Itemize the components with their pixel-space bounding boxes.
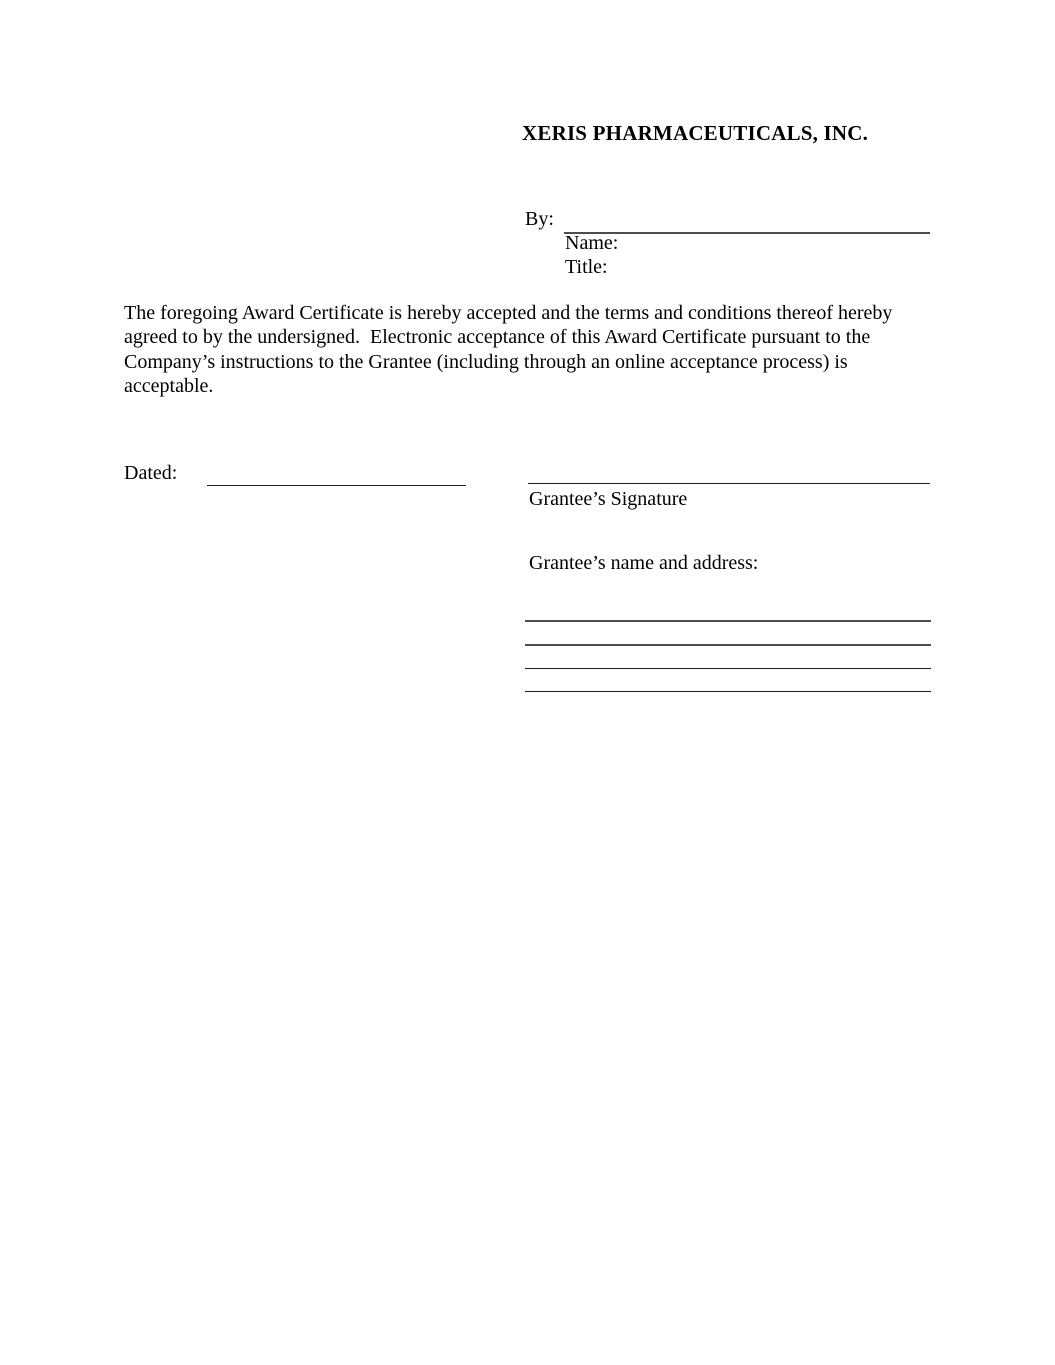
address-fill-line-3[interactable] — [525, 668, 931, 669]
grantee-address-label: Grantee’s name and address: — [529, 552, 759, 574]
company-name-heading: XERIS PHARMACEUTICALS, INC. — [522, 121, 869, 145]
address-fill-line-4[interactable] — [525, 691, 931, 692]
title-label: Title: — [565, 256, 608, 278]
date-fill-line[interactable] — [207, 485, 466, 486]
by-label: By: — [525, 208, 554, 230]
acceptance-paragraph: The foregoing Award Certificate is hereby accepted and the terms and conditions thereof hereby agreed to by the undersigned. Electronic acceptance of this Award Certificate pursuant to the Company’s instructions to the Grantee (including through an online acceptance process) is acceptable. — [124, 302, 898, 398]
name-label: Name: — [565, 232, 619, 254]
by-signature-fill-line[interactable] — [564, 232, 930, 234]
address-fill-line-1[interactable] — [525, 620, 931, 622]
grantee-signature-label: Grantee’s Signature — [529, 488, 688, 510]
address-fill-line-2[interactable] — [525, 644, 931, 646]
dated-label: Dated: — [124, 462, 178, 484]
grantee-signature-fill-line[interactable] — [528, 483, 930, 484]
